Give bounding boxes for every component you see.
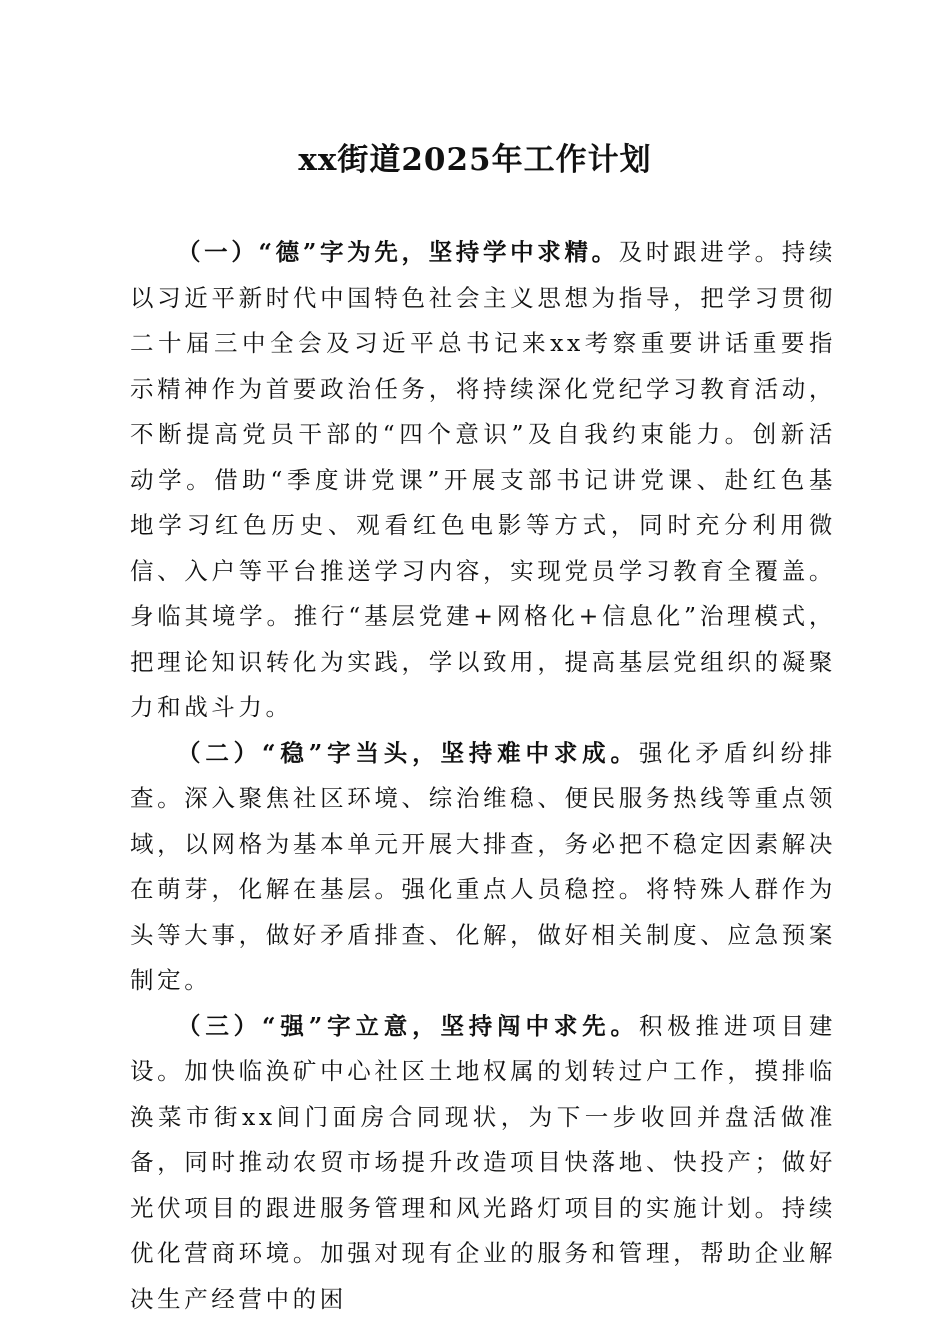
section-3-paragraph <box>130 1004 836 1323</box>
document-body <box>130 230 836 1322</box>
section-2-text: 强化矛盾纠纷排查。深入聚焦社区环境、综治维稳、便民服务热线等重点领域，以网格为基本单元开展大排查，务必把不稳定因素解决在萌芽，化解在基层。强化重点人员稳控。将特殊人群作为头等大事，做好矛盾排查、化解，做好相关制度、应急预案制定。 <box>130 738 837 994</box>
section-1-text: 及时跟进学。持续以习近平新时代中国特色社会主义思想为指导，把学习贯彻二十届三中全会及习近平总书记来xx考察重要讲话重要指示精神作为首要政治任务，将持续深化党纪学习教育活动，不断提高党员干部的“四个意识”及自我约束能力。创新活动学。借助“季度讲党课”开展支部书记讲党课、赴红色基地学习红色历史、观看红色电影等方式，同时充分利用微信、入户等平台推送学习内容，实现党员学习教育全覆盖。身临其境学。推行“基层党建+网格化+信息化”治理模式，把理论知识转化为实践，学以致用，提高基层党组织的凝聚力和战斗力。 <box>130 238 836 721</box>
document-title: xx街道2025年工作计划 <box>298 142 652 178</box>
section-3-text: 积极推进项目建设。加快临涣矿中心社区土地权属的划转过户工作，摸排临涣菜市街xx间门面房合同现状，为下一步收回并盘活做准备，同时推动农贸市场提升改造项目快落地、快投产；做好光伏项目的跟进服务管理和风光路灯项目的实施计划。持续优化营商环境。加强对现有企业的服务和管理，帮助企业解决生产经营中的困 <box>130 1011 837 1313</box>
section-3-heading: （三）“强”字立意，坚持闯中求先。 <box>177 1011 639 1040</box>
section-2-heading: （二）“稳”字当头，坚持难中求成。 <box>177 738 639 767</box>
section-1-heading: （一）“德”字为先，坚持学中求精。 <box>177 238 619 266</box>
section-1-paragraph <box>130 230 836 731</box>
section-2-paragraph <box>130 731 836 1004</box>
